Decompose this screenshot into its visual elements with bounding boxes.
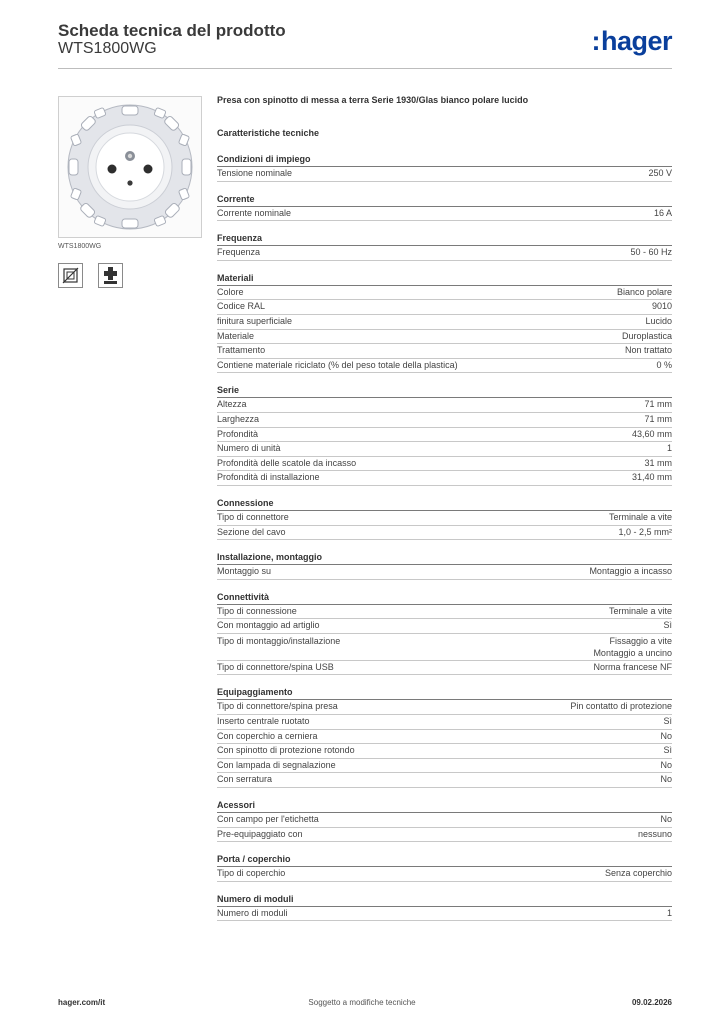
spec-value: nessuno [637,828,672,839]
spec-value: Terminale a vite [608,605,672,616]
spec-label: Tipo di connettore/spina presa [217,701,338,712]
spec-section [217,496,672,540]
spec-label: Con lampada di segnalazione [217,759,336,770]
spec-label: Tipo di connettore/spina USB [217,661,334,672]
spec-section [217,192,672,222]
spec-label: Profondità [217,428,259,439]
spec-section [217,798,672,842]
spec-value: 31,40 mm [631,472,672,483]
spec-section [217,231,672,261]
footer-website: hager.com/it [58,998,106,1007]
isolation-class-icon [58,263,83,288]
hager-logo: :hager [591,26,672,56]
spec-row [217,730,672,745]
spec-row [217,359,672,374]
spec-row [217,246,672,261]
spec-row [217,619,672,634]
spec-sections [217,152,672,921]
spec-row [217,413,672,428]
spec-value: 71 mm [644,399,672,410]
product-description: Presa con spinotto di messa a terra Serie 1930/Glas bianco polare lucido [217,95,529,105]
spec-value: 50 - 60 Hz [630,247,672,258]
spec-row [217,344,672,359]
spec-label: Montaggio su [217,566,272,577]
spec-value: Non trattato [624,345,672,356]
spec-value: Lucido [645,315,672,326]
section-title: Acessori [217,798,672,813]
spec-label: Con serratura [217,774,273,785]
spec-value: 1,0 - 2,5 mm² [618,526,672,537]
spec-section [217,550,672,580]
spec-row [217,759,672,774]
spec-row [217,315,672,330]
footer-date: 09.02.2026 [631,998,672,1007]
section-title: Frequenza [217,231,672,246]
section-title: Serie [217,383,672,398]
spec-section [217,852,672,882]
spec-row [217,330,672,345]
section-title: Connessione [217,496,672,511]
spec-value: 71 mm [644,413,672,424]
spec-section [217,892,672,922]
spec-value: 43,60 mm [631,428,672,439]
spec-section [217,590,672,676]
spec-row [217,471,672,486]
spec-value: 1 [666,907,672,918]
spec-row [217,605,672,620]
section-title: Condizioni di impiego [217,152,672,167]
spec-row [217,813,672,828]
spec-label: Tensione nominale [217,168,293,178]
spec-row [217,773,672,788]
spec-label: finitura superficiale [217,315,293,326]
section-title: Equipaggiamento [217,685,672,700]
spec-label: Colore [217,286,244,297]
spec-label: Contiene materiale riciclato (% del peso totale della plastica) [217,359,458,370]
spec-label: Tipo di connettore [217,511,289,522]
spec-row [217,661,672,676]
spec-row [217,511,672,526]
spec-value: No [660,814,672,825]
logo-text: hager [600,26,672,56]
spec-value: No [660,774,672,785]
product-code-title: WTS1800WG [58,40,157,57]
section-title: Installazione, montaggio [217,550,672,565]
spec-label: Numero di unità [217,443,281,454]
footer-disclaimer: Soggetto a modifiche tecniche [308,998,416,1007]
spec-label: Profondità di installazione [217,472,320,483]
spec-section [217,685,672,788]
spec-row [217,828,672,843]
section-title: Connettività [217,590,672,605]
spec-row [217,286,672,301]
spec-label: Numero di moduli [217,907,288,918]
section-title: Materiali [217,271,672,286]
spec-label: Con campo per l'etichetta [217,814,319,825]
spec-value: Terminale a vite [608,511,672,522]
spec-value: 16 A [653,207,672,218]
image-caption: WTS1800WG [58,243,102,250]
spec-label: Codice RAL [217,301,266,312]
spec-value: Fissaggio a vite Montaggio a uncino [593,635,672,658]
spec-row [217,428,672,443]
spec-value: Sì [663,745,672,756]
tech-characteristics-title: Caratteristiche tecniche [217,128,320,138]
section-title: Porta / coperchio [217,852,672,867]
spec-row [217,457,672,472]
spec-label: Materiale [217,330,255,341]
spec-row [217,744,672,759]
spec-value: Norma francese NF [593,661,672,672]
spec-row [217,167,672,182]
spec-section [217,271,672,374]
section-title: Numero di moduli [217,892,672,907]
header-divider [58,68,672,69]
spec-row [217,867,672,882]
spec-row [217,398,672,413]
spec-value: 31 mm [644,457,672,468]
spec-value: 9010 [651,301,672,312]
spec-label: Profondità delle scatole da incasso [217,457,357,468]
spec-value: 0 % [656,359,672,370]
spec-row [217,442,672,457]
spec-value: Sì [663,716,672,727]
spec-section [217,152,672,182]
spec-content [217,95,672,921]
spec-row [217,526,672,541]
spec-value: 1 [666,443,672,454]
spec-value: No [660,730,672,741]
spec-label: Corrente nominale [217,207,292,218]
spec-label: Con spinotto di protezione rotondo [217,745,355,756]
spec-label: Inserto centrale ruotato [217,716,310,727]
spec-value: No [660,759,672,770]
spec-label: Larghezza [217,413,260,424]
spec-value: Senza coperchio [604,868,672,879]
product-image [58,96,202,238]
spec-label: Tipo di connessione [217,605,297,616]
spec-row [217,715,672,730]
spec-section [217,383,672,486]
spec-row [217,565,672,580]
spec-value: Sì [663,620,672,631]
spec-value: Montaggio a incasso [589,566,672,577]
spec-value: Pin contatto di protezione [570,701,672,712]
spec-label: Trattamento [217,345,266,356]
socket-illustration [59,97,201,237]
spec-label: Sezione del cavo [217,526,286,537]
spec-label: Frequenza [217,247,261,258]
spec-label: Pre-equipaggiato con [217,828,303,839]
spec-row [217,700,672,715]
spec-value: Duroplastica [621,330,672,341]
spec-label: Tipo di montaggio/installazione [217,635,341,646]
spec-row [217,207,672,222]
spec-label: Altezza [217,399,247,410]
spec-label: Tipo di coperchio [217,868,286,879]
spec-row [217,634,672,661]
spec-row [217,300,672,315]
page-title: Scheda tecnica del prodotto [58,21,286,40]
spec-value: 250 V [648,168,672,178]
spec-label: Con coperchio a cerniera [217,730,318,741]
spec-label: Con montaggio ad artiglio [217,620,320,631]
first-aid-cross-icon [98,263,123,288]
section-title: Corrente [217,192,672,207]
spec-value: Bianco polare [616,286,672,297]
spec-row [217,907,672,922]
